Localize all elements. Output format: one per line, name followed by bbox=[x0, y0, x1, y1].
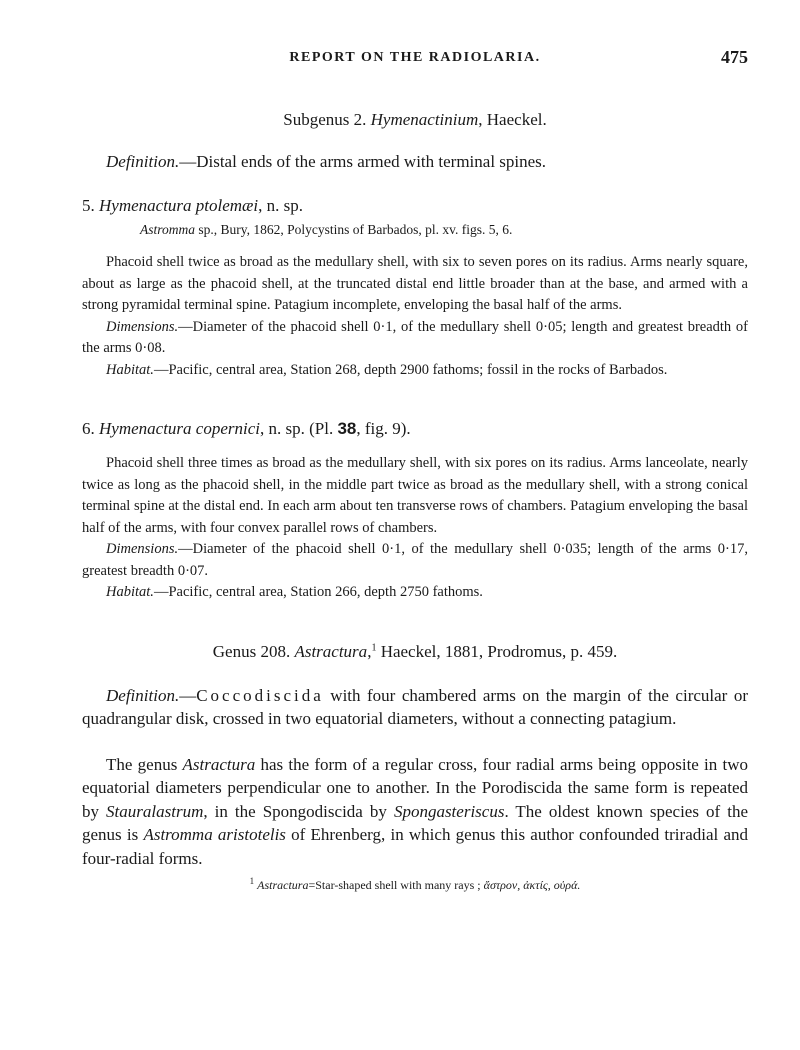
taxon-name: Stauralastrum bbox=[106, 801, 204, 821]
genus-paragraph bbox=[82, 753, 748, 871]
dimensions-text: —Diameter of the phacoid shell 0·1, of the medullary shell 0·05; length and greatest breadth of the arms 0·08. bbox=[82, 318, 748, 356]
page-header bbox=[82, 42, 748, 72]
subgenus-author: , Haeckel. bbox=[478, 110, 547, 129]
genus-name: Astractura bbox=[294, 641, 368, 661]
text-run: The genus bbox=[106, 754, 183, 774]
text-run: , in the Spongodiscida by bbox=[203, 801, 394, 821]
habitat-label: Habitat. bbox=[106, 584, 154, 600]
page-number: 475 bbox=[721, 47, 748, 67]
footnote-text: =Star-shaped shell with many rays ; bbox=[308, 878, 484, 892]
genus-definition-text: with four chambered arms on the margin of the circular or quadrangular disk, crossed in two equatorial diameters, without a connecting patagium. bbox=[82, 685, 748, 728]
habitat-text: —Pacific, central area, Station 268, depth 2900 fathoms; fossil in the rocks of Barbados. bbox=[153, 361, 668, 378]
species-5-dimensions bbox=[82, 317, 748, 360]
species-6-heading bbox=[82, 419, 748, 439]
genus-label: Genus 208. bbox=[212, 641, 291, 661]
synonym-genus: Astromma bbox=[140, 222, 196, 237]
species-6-name: Hymenactura copernici bbox=[99, 419, 260, 438]
species-6-suffix: , n. sp. (Pl. bbox=[259, 419, 338, 438]
subgenus-heading bbox=[82, 110, 748, 130]
species-6-fig: , fig. 9). bbox=[356, 419, 411, 438]
species-5-number: 5. bbox=[82, 196, 95, 215]
genus-definition-label: Definition. bbox=[106, 685, 180, 705]
genus-definition bbox=[82, 684, 748, 731]
species-5-description: Phacoid shell twice as broad as the medullary shell, with six to seven pores on its radius. Arms nearly square, about as large as the phacoid shell, at the truncated distal end little broader than at the base, and armed with a strong pyramidal terminal spine. Patagium incomplete, enveloping the basal half of the arms. bbox=[82, 254, 748, 313]
species-5-name: Hymenactura ptolemæi bbox=[99, 196, 259, 215]
habitat-text: —Pacific, central area, Station 266, depth 2750 fathoms. bbox=[153, 584, 483, 600]
running-head: REPORT ON THE RADIOLARIA. bbox=[289, 50, 541, 65]
species-5-heading bbox=[82, 196, 748, 216]
species-5-suffix: , n. sp. bbox=[258, 196, 303, 215]
dimensions-label: Dimensions. bbox=[106, 318, 179, 335]
genus-footnote-mark: 1 bbox=[371, 641, 377, 653]
genus-heading: Genus 208. Astractura,$^1$ Haeckel, 1881, Prodromus, p. 459. bbox=[212, 641, 618, 661]
species-5-synonym bbox=[140, 222, 748, 238]
text-run: has the form of a regular cross, four radial arms being opposite in two equatorial diameters perpendicular one to another. In the Porodiscida the same form is repeated by bbox=[82, 754, 748, 821]
definition-label: Definition. bbox=[106, 152, 180, 171]
species-6-number: 6. bbox=[82, 419, 95, 438]
taxon-name: Astractura bbox=[182, 754, 256, 774]
footnote-mark: 1 bbox=[249, 876, 255, 886]
footnote bbox=[82, 876, 748, 893]
synonym-text: sp., Bury, 1862, Polycystins of Barbados, pl. xv. figs. 5, 6. bbox=[195, 222, 513, 237]
subgenus-definition bbox=[82, 150, 748, 174]
genus-definition-family: Coccodiscida bbox=[196, 685, 324, 705]
species-6-description: Phacoid shell three times as broad as the medullary shell, with six pores on its radius. Arms lanceolate, nearly twice as long as the phacoid shell, in the middle part twice as broad as the medullary shell, with a strong conical terminal spine at the distal end. In each arm about ten transverse rows of chambers. Patagium enveloping the basal half of the arms, with four convex parallel rows of chambers. bbox=[82, 455, 748, 536]
subgenus-name: Hymenactinium bbox=[370, 110, 479, 129]
species-5-habitat bbox=[82, 360, 748, 382]
subgenus-label: Subgenus 2. bbox=[283, 110, 367, 129]
text-run: of Ehrenberg, in which genus this author confounded triradial and four-radial forms. bbox=[82, 825, 748, 868]
taxon-name: Spongasteriscus bbox=[393, 801, 505, 821]
taxon-name: Astromma aristotelis bbox=[143, 825, 286, 844]
definition-text: —Distal ends of the arms armed with terminal spines. bbox=[179, 152, 547, 171]
dimensions-text: —Diameter of the phacoid shell 0·1, of the medullary shell 0·035; length of the arms 0·17, greatest breadth 0·07. bbox=[82, 541, 748, 579]
species-6-dimensions bbox=[82, 539, 748, 582]
genus-rest: Haeckel, 1881, Prodromus, p. 459. bbox=[376, 641, 618, 661]
genus-definition-dash: — bbox=[179, 685, 197, 705]
footnote-greek: ἄστρον, ἀκτίς, οὐρά. bbox=[483, 878, 581, 892]
page-content bbox=[82, 100, 748, 893]
dimensions-label: Dimensions. bbox=[106, 541, 179, 557]
footnote-term: Astractura bbox=[257, 878, 309, 892]
text-run: . The oldest known species of the genus is bbox=[82, 801, 748, 844]
habitat-label: Habitat. bbox=[106, 361, 154, 378]
species-6-plate: 38 bbox=[337, 419, 357, 438]
species-6-habitat bbox=[82, 582, 748, 604]
